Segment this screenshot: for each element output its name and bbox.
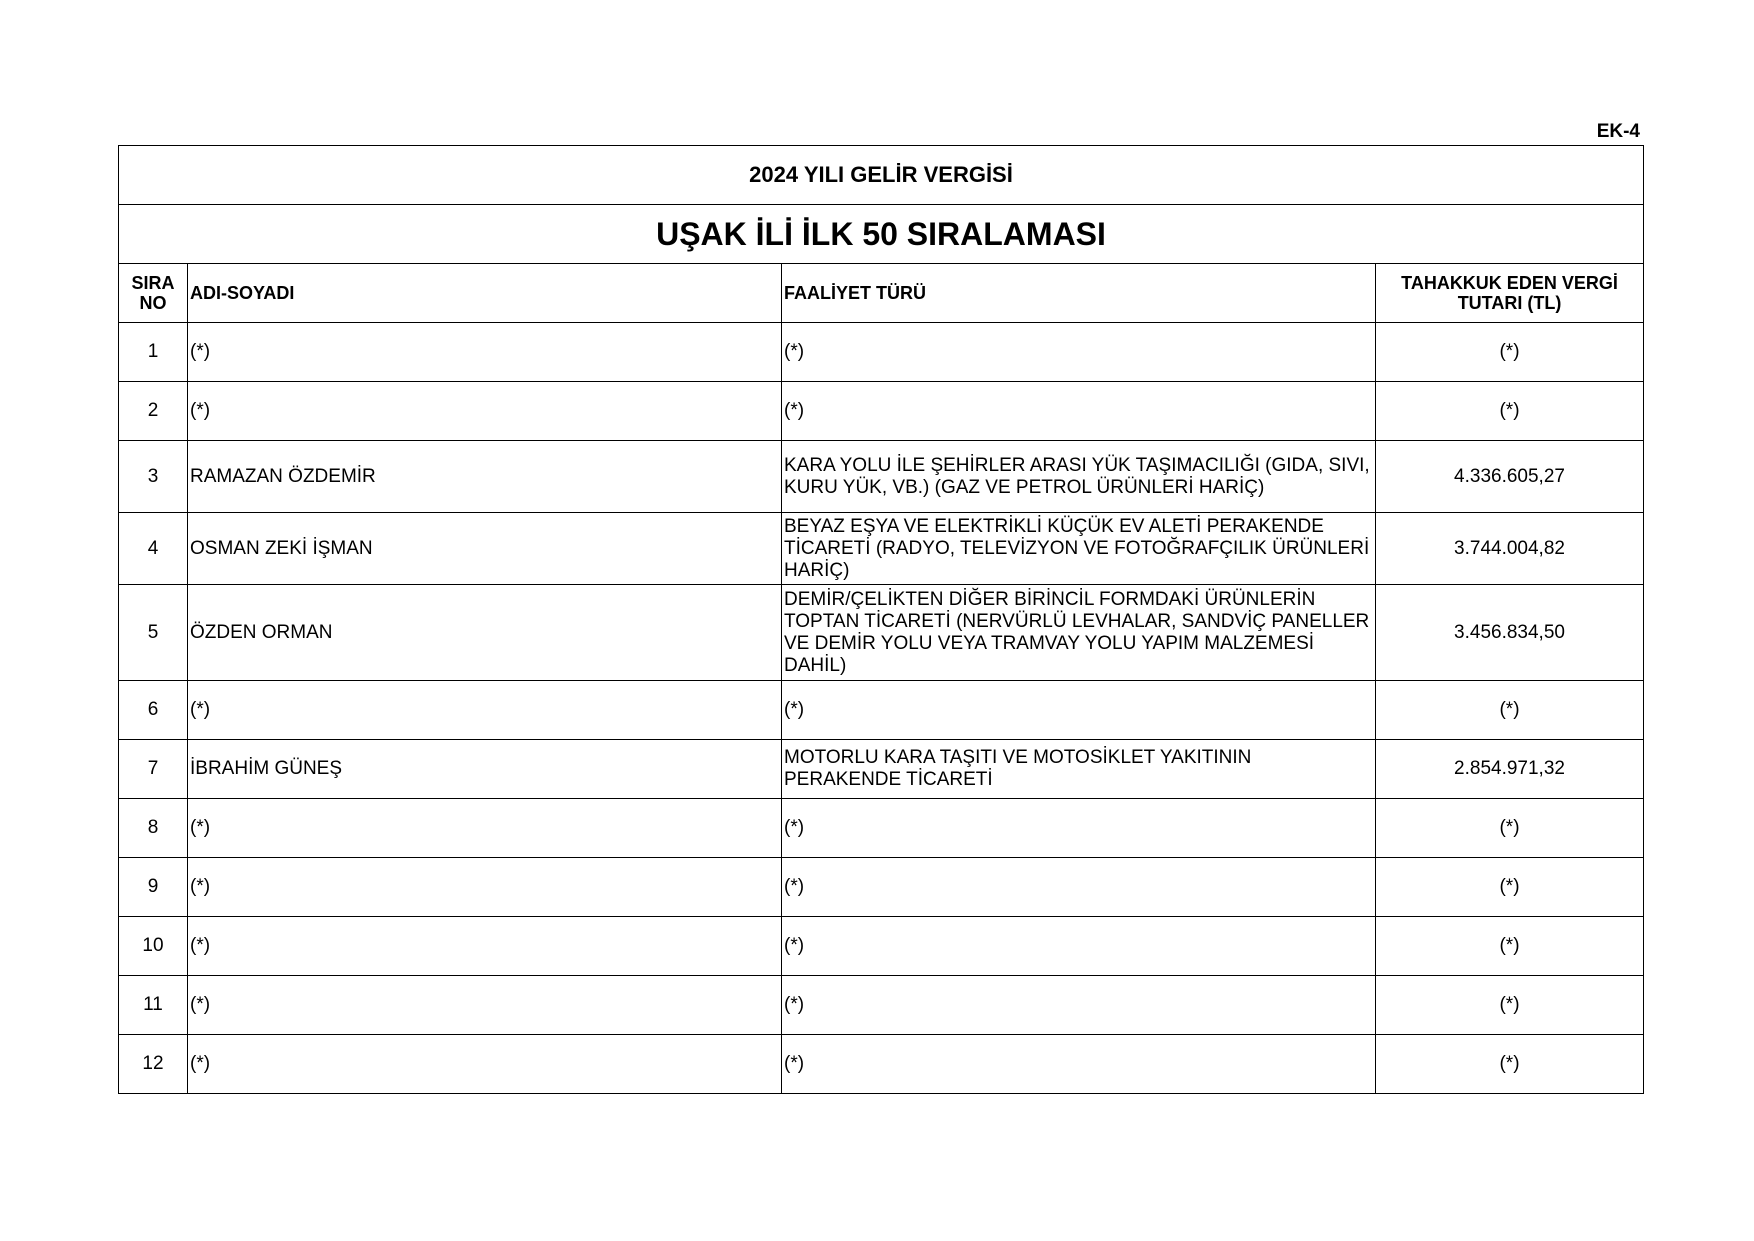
row-no: 10 (119, 917, 188, 976)
row-name: (*) (188, 1035, 782, 1094)
row-activity: (*) (782, 681, 1376, 740)
row-name: (*) (188, 323, 782, 382)
row-activity: (*) (782, 799, 1376, 858)
row-name: (*) (188, 917, 782, 976)
row-amount: (*) (1376, 382, 1644, 441)
row-amount: 2.854.971,32 (1376, 740, 1644, 799)
row-amount: (*) (1376, 917, 1644, 976)
row-amount: 3.744.004,82 (1376, 513, 1644, 585)
row-name: (*) (188, 858, 782, 917)
table-row (119, 585, 1644, 681)
row-no: 1 (119, 323, 188, 382)
row-amount: (*) (1376, 1035, 1644, 1094)
row-amount: 3.456.834,50 (1376, 585, 1644, 681)
row-name: RAMAZAN ÖZDEMİR (188, 441, 782, 513)
row-no: 6 (119, 681, 188, 740)
header-activity: FAALİYET TÜRÜ (782, 264, 1376, 323)
subtitle-row (119, 205, 1644, 264)
row-name: (*) (188, 681, 782, 740)
row-activity: (*) (782, 382, 1376, 441)
row-name: (*) (188, 382, 782, 441)
row-name: ÖZDEN ORMAN (188, 585, 782, 681)
tax-ranking-table (118, 145, 1644, 1094)
table-row (119, 382, 1644, 441)
row-name: (*) (188, 976, 782, 1035)
row-no: 5 (119, 585, 188, 681)
row-no: 7 (119, 740, 188, 799)
row-amount: (*) (1376, 323, 1644, 382)
row-no: 2 (119, 382, 188, 441)
header-amount: TAHAKKUK EDEN VERGİ TUTARI (TL) (1376, 264, 1644, 323)
table-row (119, 740, 1644, 799)
page-title: 2024 YILI GELİR VERGİSİ (119, 146, 1644, 205)
page-subtitle: UŞAK İLİ İLK 50 SIRALAMASI (119, 205, 1644, 264)
row-name: İBRAHİM GÜNEŞ (188, 740, 782, 799)
row-activity: (*) (782, 858, 1376, 917)
header-no: SIRA NO (119, 264, 188, 323)
row-amount: (*) (1376, 681, 1644, 740)
row-amount: 4.336.605,27 (1376, 441, 1644, 513)
table-row (119, 799, 1644, 858)
row-no: 11 (119, 976, 188, 1035)
annex-label: EK-4 (1596, 121, 1640, 142)
row-amount: (*) (1376, 976, 1644, 1035)
table-row (119, 681, 1644, 740)
table-row (119, 513, 1644, 585)
table-row (119, 917, 1644, 976)
row-activity: (*) (782, 1035, 1376, 1094)
row-no: 8 (119, 799, 188, 858)
row-activity: DEMİR/ÇELİKTEN DİĞER BİRİNCİL FORMDAKİ ÜRÜNLERİN TOPTAN TİCARETİ (NERVÜRLÜ LEVHALAR, SANDVİÇ PANELLER VE DEMİR YOLU VEYA TRAMVAY YOLU YAPIM MALZEMESİ DAHİL) (782, 585, 1376, 681)
row-activity: (*) (782, 976, 1376, 1035)
table-row (119, 858, 1644, 917)
row-activity: MOTORLU KARA TAŞITI VE MOTOSİKLET YAKITININ PERAKENDE TİCARETİ (782, 740, 1376, 799)
header-row (119, 264, 1644, 323)
row-amount: (*) (1376, 858, 1644, 917)
row-no: 4 (119, 513, 188, 585)
row-amount: (*) (1376, 799, 1644, 858)
row-no: 3 (119, 441, 188, 513)
row-activity: (*) (782, 917, 1376, 976)
table-row (119, 1035, 1644, 1094)
row-no: 12 (119, 1035, 188, 1094)
row-name: OSMAN ZEKİ İŞMAN (188, 513, 782, 585)
row-no: 9 (119, 858, 188, 917)
header-name: ADI-SOYADI (188, 264, 782, 323)
row-activity: KARA YOLU İLE ŞEHİRLER ARASI YÜK TAŞIMACILIĞI (GIDA, SIVI, KURU YÜK, VB.) (GAZ VE PETROL ÜRÜNLERİ HARİÇ) (782, 441, 1376, 513)
table-row (119, 441, 1644, 513)
row-name: (*) (188, 799, 782, 858)
table-row (119, 976, 1644, 1035)
table-row (119, 323, 1644, 382)
row-activity: BEYAZ EŞYA VE ELEKTRİKLİ KÜÇÜK EV ALETİ PERAKENDE TİCARETİ (RADYO, TELEVİZYON VE FOTOĞRAFÇILIK ÜRÜNLERİ HARİÇ) (782, 513, 1376, 585)
row-activity: (*) (782, 323, 1376, 382)
title-row (119, 146, 1644, 205)
